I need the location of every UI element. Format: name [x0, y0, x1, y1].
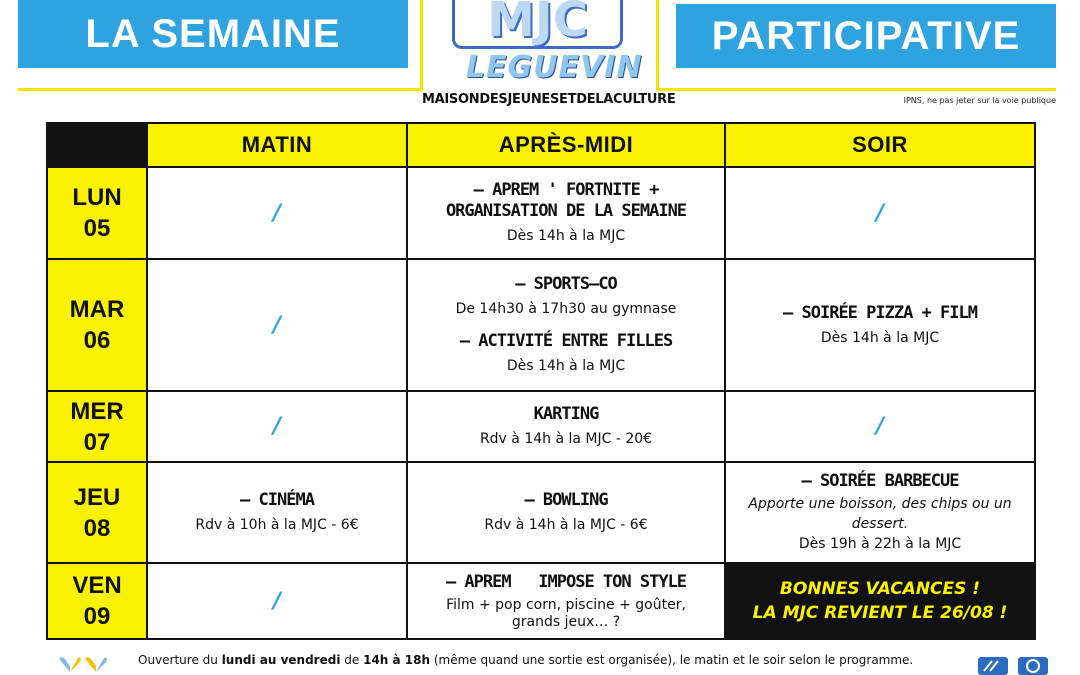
header-title-right: PARTICIPATIVE [676, 4, 1056, 68]
slot-afternoon [407, 167, 725, 259]
day-date: 08 [83, 514, 111, 542]
schedule-table [46, 122, 1036, 640]
activity-detail: Dès 14h à la MJC [506, 228, 626, 244]
column-header-matin: MATIN [147, 123, 407, 167]
column-header-apres-midi: APRÈS-MIDI [407, 123, 725, 167]
slot-empty: / [147, 391, 407, 462]
activity-detail: Film + pop corn, piscine + goûter, [446, 596, 686, 613]
header-title-left: LA SEMAINE [18, 0, 408, 68]
activity-title: – SOIRÉE PIZZA + FILM [783, 302, 977, 323]
table-row [47, 167, 1035, 259]
holiday-notice-cell [725, 563, 1035, 639]
activity-title: – ACTIVITÉ ENTRE FILLES [459, 331, 673, 351]
slot-empty: / [725, 167, 1035, 259]
slot-empty: / [147, 563, 407, 639]
header-row [47, 123, 1035, 167]
activity-detail: Dès 14h à la MJC [820, 329, 940, 346]
butterfly-icon [56, 654, 112, 675]
activity-detail: grands jeux… ? [511, 613, 621, 630]
header-underline-right [658, 88, 1056, 91]
slot-afternoon [407, 259, 725, 391]
day-cell [47, 462, 147, 563]
activity-note: Apporte une boisson, des chips ou un [748, 496, 1012, 512]
day-date: 05 [83, 215, 111, 242]
slot-empty: / [725, 391, 1035, 462]
activity-title: – APREM IMPOSE TON STYLE [445, 571, 687, 592]
activity-title: – APREM ' FORTNITE + [473, 180, 659, 200]
slot-afternoon [407, 563, 725, 639]
day-date: 09 [83, 603, 111, 630]
activity-title: KARTING [533, 404, 599, 424]
activity-detail: Rdv à 14h à la MJC - 20€ [479, 431, 653, 447]
slot-evening [725, 259, 1035, 391]
activity-detail: Rdv à 14h à la MJC - 6€ [484, 517, 648, 533]
slot-evening [725, 462, 1035, 563]
activity-detail: Rdv à 10h à la MJC - 6€ [195, 517, 359, 533]
logo-mjc-text: MJC [452, 0, 623, 49]
table-row [47, 462, 1035, 563]
day-cell [47, 167, 147, 259]
table-row [47, 563, 1035, 639]
header-underline-left [18, 88, 422, 91]
day-name: MER [70, 397, 124, 425]
day-name: VEN [72, 572, 122, 599]
activity-detail: Dès 19h à 22h à la MJC [798, 536, 962, 552]
slot-empty: / [147, 259, 407, 391]
day-name: LUN [72, 184, 122, 211]
table-row [47, 259, 1035, 391]
corner-cell [47, 123, 147, 167]
activity-title: – CINÉMA [240, 490, 314, 510]
return-date-message: LA MJC REVIENT LE 26/08 ! [752, 603, 1008, 623]
day-date: 07 [83, 428, 111, 456]
logo-town-text: LEGUEVIN [466, 50, 643, 85]
mjc-logo [422, 0, 676, 110]
day-cell [47, 259, 147, 391]
activity-note: dessert. [851, 516, 909, 532]
ipns-notice: IPNS, ne pas jeter sur la voie publique [903, 96, 1056, 105]
day-name: JEU [73, 483, 121, 511]
partner-logos-icon [978, 655, 1058, 675]
day-date: 06 [83, 327, 111, 354]
day-cell [47, 563, 147, 639]
column-header-soir: SOIR [725, 123, 1035, 167]
slot-empty: / [147, 167, 407, 259]
logo-tagline: MAISONDESJEUNESETDELACULTURE [422, 92, 676, 107]
activity-title: – SOIRÉE BARBECUE [801, 471, 959, 491]
activity-title: – SPORTS–CO [515, 274, 617, 294]
table-row [47, 391, 1035, 462]
opening-hours-note: Ouverture du lundi au vendredi de 14h à 18h (même quand une sortie est organisée), le matin et le soir selon le programme. [138, 653, 914, 667]
day-name: MAR [69, 296, 125, 323]
activity-detail: Dès 14h à la MJC [506, 358, 626, 374]
day-cell [47, 391, 147, 462]
activity-detail: De 14h30 à 17h30 au gymnase [455, 301, 677, 317]
slot-afternoon [407, 462, 725, 563]
activity-title: ORGANISATION DE LA SEMAINE [445, 201, 687, 221]
slot-afternoon [407, 391, 725, 462]
activity-title: – BOWLING [524, 490, 608, 510]
slot-morning [147, 462, 407, 563]
holiday-message: BONNES VACANCES ! [779, 579, 981, 599]
